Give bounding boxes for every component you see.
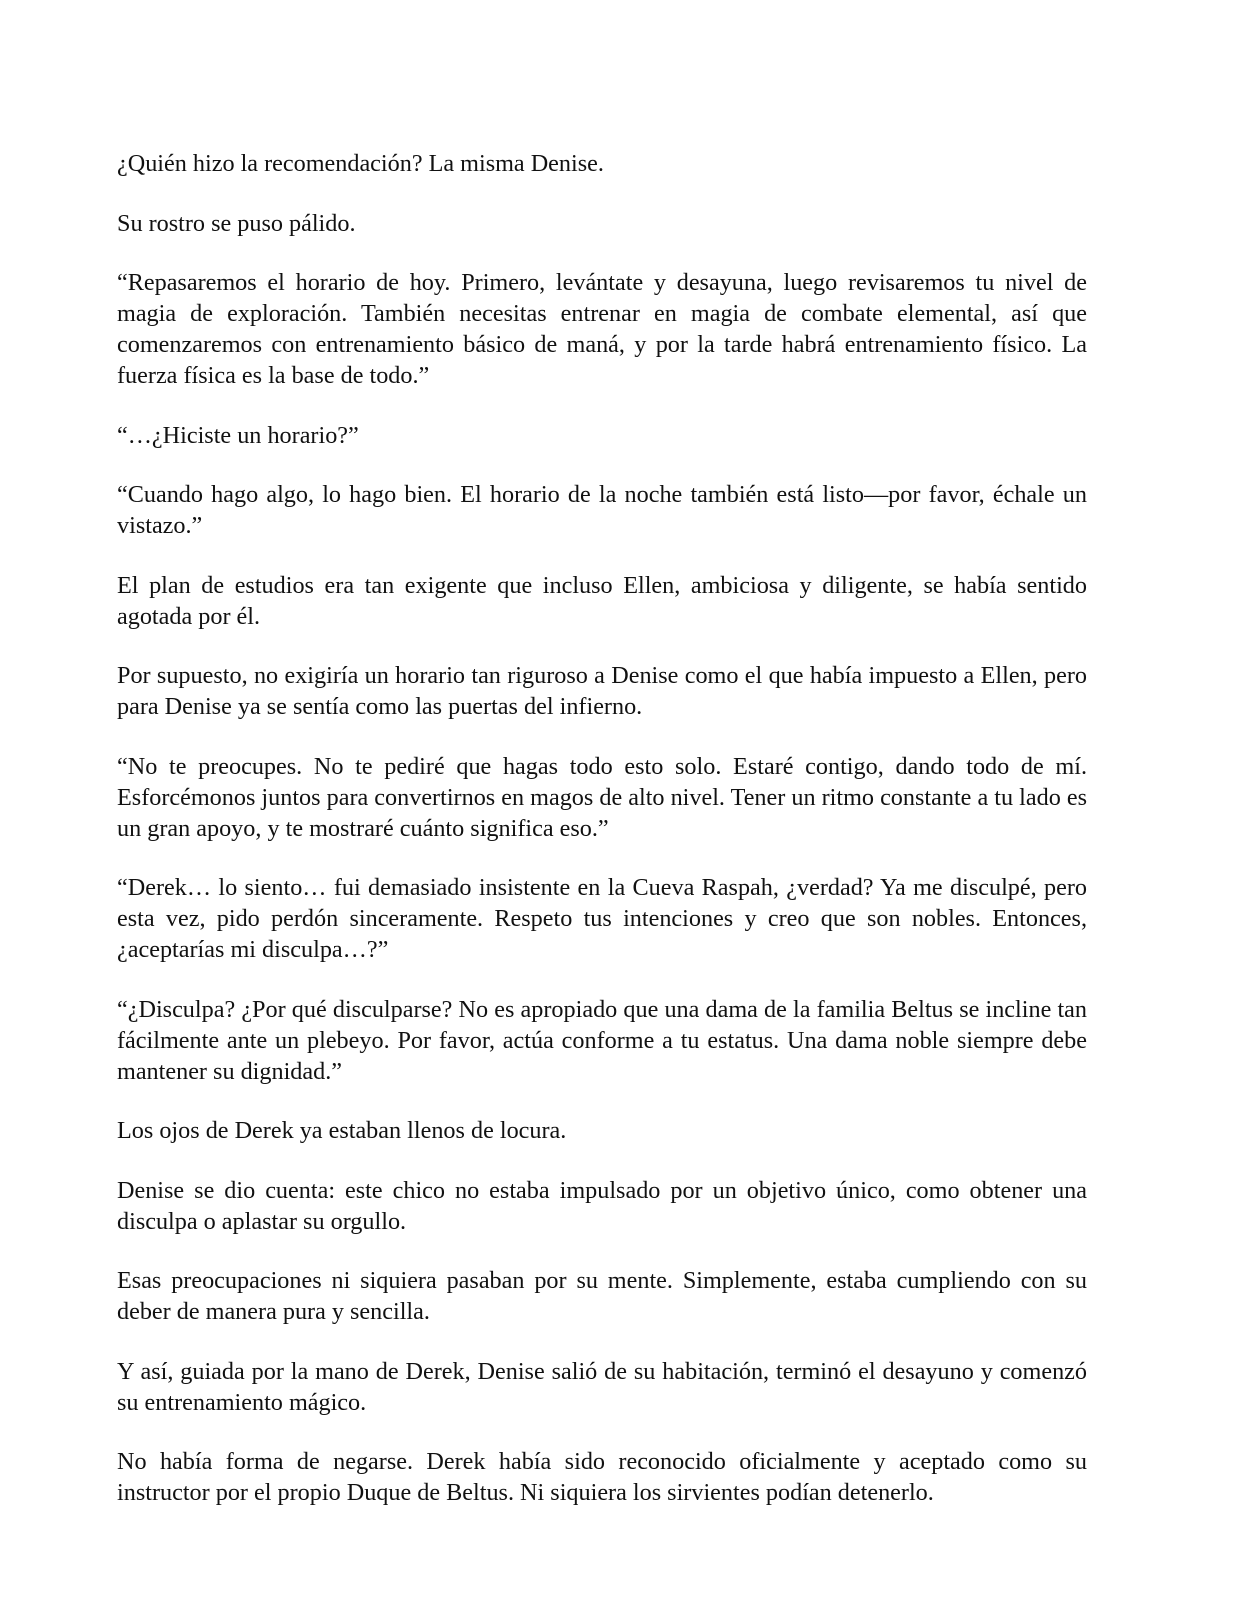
paragraph-3: “Repasaremos el horario de hoy. Primero, levántate y desayuna, luego revisaremos tu nivel de magia de exploración. También necesitas entrenar en magia de combate elemental, así que comenzaremos con entrenamiento básico de maná, y por la tarde habrá entrenamiento físico. La fuerza física es la base de todo.”	[117, 269, 1087, 389]
paragraph-4: “…¿Hiciste un horario?”	[117, 421, 359, 449]
paragraph-5: “Cuando hago algo, lo hago bien. El horario de la noche también está listo—por favor, échale un vistazo.”	[117, 481, 1087, 539]
paragraph-14: Y así, guiada por la mano de Derek, Denise salió de su habitación, terminó el desayuno y comenzó su entrenamiento mágico.	[117, 1357, 1087, 1416]
paragraph-9: “Derek… lo siento… fui demasiado insistente en la Cueva Raspah, ¿verdad? Ya me disculpé, pero esta vez, pido perdón sinceramente. Respeto tus intenciones y creo que son nobles. Entonces, ¿aceptarías mi disculpa…?”	[117, 874, 1087, 963]
document-body	[117, 148, 1087, 1537]
paragraph-15: No había forma de negarse. Derek había sido reconocido oficialmente y aceptado como su instructor por el propio Duque de Beltus. Ni siquiera los sirvientes podían detenerlo.	[117, 1448, 1087, 1506]
paragraph-7: Por supuesto, no exigiría un horario tan riguroso a Denise como el que había impuesto a Ellen, pero para Denise ya se sentía como las puertas del infierno.	[117, 662, 1087, 720]
paragraph-11: Los ojos de Derek ya estaban llenos de locura.	[117, 1117, 567, 1144]
paragraph-8: “No te preocupes. No te pediré que hagas todo esto solo. Estaré contigo, dando todo de mí. Esforcémonos juntos para convertirnos en magos de alto nivel. Tener un ritmo constante a tu lado es un gran apoyo, y te mostraré cuánto significa eso.”	[117, 752, 1087, 842]
paragraph-2: Su rostro se puso pálido.	[117, 209, 356, 237]
paragraph-10: “¿Disculpa? ¿Por qué disculparse? No es apropiado que una dama de la familia Beltus se incline tan fácilmente ante un plebeyo. Por favor, actúa conforme a tu estatus. Una dama noble siempre debe mantener su dignidad.”	[117, 995, 1087, 1085]
paragraph-13: Esas preocupaciones ni siquiera pasaban por su mente. Simplemente, estaba cumpliendo con su deber de manera pura y sencilla.	[117, 1267, 1087, 1325]
paragraph-12: Denise se dio cuenta: este chico no estaba impulsado por un objetivo único, como obtener una disculpa o aplastar su orgullo.	[117, 1176, 1087, 1235]
paragraph-6: El plan de estudios era tan exigente que incluso Ellen, ambiciosa y diligente, se había sentido agotada por él.	[117, 571, 1087, 630]
paragraph-1: ¿Quién hizo la recomendación? La misma Denise.	[117, 150, 604, 177]
